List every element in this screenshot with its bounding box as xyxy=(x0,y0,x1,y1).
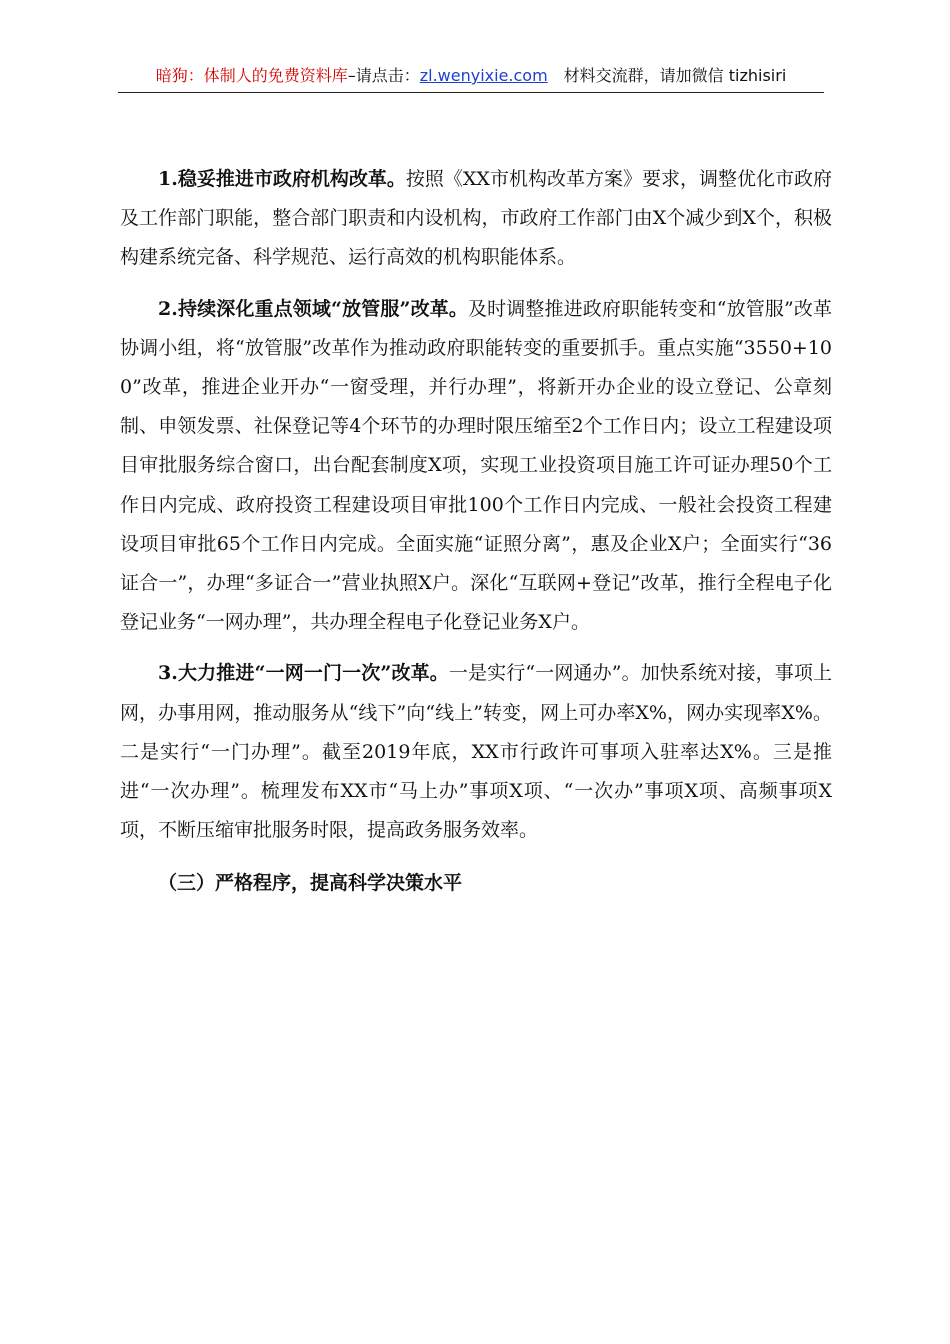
paragraph-1 xyxy=(120,160,832,278)
header-group-note: 材料交流群，请加微信 tizhisiri xyxy=(563,66,787,85)
paragraph-1-lead: 1.稳妥推进市政府机构改革。 xyxy=(158,168,406,190)
paragraph-3 xyxy=(120,654,832,850)
section-heading: （三）严格程序，提高科学决策水平 xyxy=(158,872,463,895)
paragraph-3-body: 一是实行“一网通办”。加快系统对接，事项上网，办事用网，推动服务从“线下”向“线上”转变，网上可办率X%，网办实现率X%。二是实行“一门办理”。截至2019年底，XX市行政许可事项入驻率达X%。三是推进“一次办理”。梳理发布XX市“马上办”事项X项、“一次办”事项X项、高频事项X项，不断压缩审批服务时限，提高政务服务效率。 xyxy=(120,662,833,842)
page-header xyxy=(118,62,824,93)
paragraph-2-lead: 2.持续深化重点领域“放管服”改革。 xyxy=(158,297,468,320)
paragraph-2-body: 及时调整推进政府职能转变和“放管服”改革协调小组，将“放管服”改革作为推动政府职能转变的重要抓手。重点实施“3550+100”改革，推进企业开办“一窗受理，并行办理”，将新开办企业的设立登记、公章刻制、申领发票、社保登记等4个环节的办理时限压缩至2个工作日内；设立工程建设项目审批服务综合窗口，出台配套制度X项，实现工业投资项目施工许可证办理50个工作日内完成、政府投资工程建设项目审批100个工作日内完成、一般社会投资工程建设项目审批65个工作日内完成。全面实施“证照分离”，惠及企业X户；全面实行“36证合一”，办理“多证合一”营业执照X户。深化“互联网+登记”改革，推行全程电子化登记业务“一网办理”，共办理全程电子化登记业务X户。 xyxy=(120,297,832,634)
document-body xyxy=(120,160,832,904)
paragraph-3-lead: 3.大力推进“一网一门一次”改革。 xyxy=(158,662,449,685)
header-prompt: –请点击： xyxy=(347,66,420,85)
header-link[interactable]: zl.wenyixie.com xyxy=(419,66,548,85)
header-brand: 暗狗：体制人的免费资料库 xyxy=(155,66,348,85)
paragraph-2 xyxy=(120,290,832,643)
paragraph-1-body: 按照《XX市机构改革方案》要求，调整优化市政府及工作部门职能，整合部门职责和内设机构，市政府工作部门由X个减少到X个，积极构建系统完备、科学规范、运行高效的机构职能体系。 xyxy=(120,168,832,269)
